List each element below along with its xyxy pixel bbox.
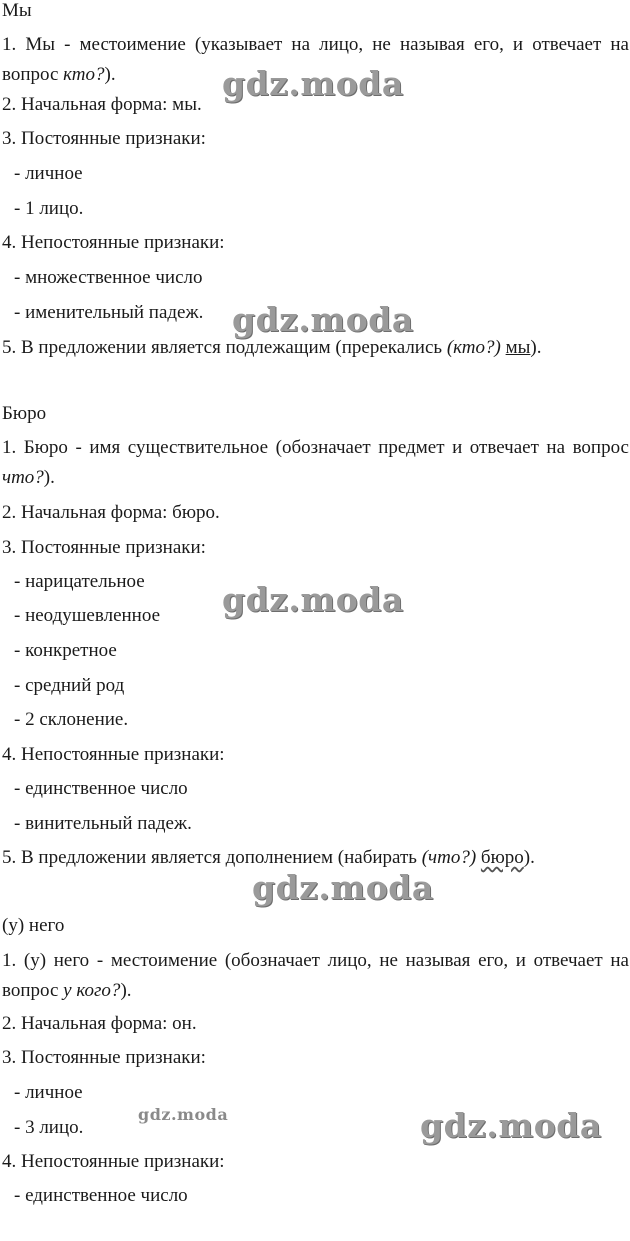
sec2-item-5-question: (что?) — [421, 847, 477, 868]
sec1-item-5-end: ). — [530, 337, 542, 358]
watermark-logo: gdz.moda — [420, 1106, 602, 1145]
sec2-item-5-end: ). — [523, 847, 535, 868]
sec2-var-2: - винительный падеж. — [14, 813, 192, 834]
sec1-item-5-question: (кто?) — [446, 337, 501, 358]
sec1-item-4: 4. Непостоянные признаки: — [2, 232, 225, 253]
sec2-item-1 — [2, 433, 629, 493]
sec2-const-1: - нарицательное — [14, 571, 145, 592]
sec2-var-1: - единственное число — [14, 778, 188, 799]
sec1-item-5-word: мы — [505, 337, 531, 358]
sec1-var-2: - именительный падеж. — [14, 302, 204, 323]
sec2-item-3: 3. Постоянные признаки: — [2, 537, 206, 558]
sec1-const-1: - личное — [14, 163, 83, 184]
sec2-const-2: - неодушевленное — [14, 605, 160, 626]
sec3-item-2: 2. Начальная форма: он. — [2, 1013, 197, 1034]
sec3-question: у кого? — [63, 980, 121, 1001]
section-title-u-nego: (у) него — [2, 915, 65, 936]
sec1-item-2: 2. Начальная форма: мы. — [2, 94, 202, 115]
sec1-const-2: - 1 лицо. — [14, 198, 84, 219]
sec1-item-1-text: 1. Мы - местоимение (указывает на лицо, не называя его, и отвечает на вопрос — [2, 34, 629, 85]
section-title-my: Мы — [2, 0, 32, 21]
sec3-var-1: - единственное число — [14, 1185, 188, 1206]
sec2-item-4: 4. Непостоянные признаки: — [2, 744, 225, 765]
sec2-item-2: 2. Начальная форма: бюро. — [2, 502, 220, 523]
sec2-item-5-word: бюро — [480, 847, 524, 868]
sec1-item-5-text: 5. В предложении является подлежащим (пререкались — [2, 337, 447, 358]
sec3-item-1 — [2, 946, 629, 1006]
sec1-item-3: 3. Постоянные признаки: — [2, 128, 206, 149]
sec1-item-5 — [2, 337, 541, 359]
sec2-question: что? — [2, 467, 44, 488]
sec1-question: кто? — [63, 64, 105, 85]
sec3-item-4: 4. Непостоянные признаки: — [2, 1151, 225, 1172]
watermark-logo: gdz.moda — [232, 300, 414, 339]
sec2-item-1-end: ). — [43, 467, 55, 488]
watermark-logo: gdz.moda — [252, 868, 434, 907]
sec2-const-3: - конкретное — [14, 640, 117, 661]
sec2-const-5: - 2 склонение. — [14, 709, 129, 730]
sec1-var-1: - множественное число — [14, 267, 203, 288]
watermark-logo: gdz.moda — [222, 64, 404, 103]
sec1-item-1-end: ). — [104, 64, 116, 85]
sec2-item-1-text: 1. Бюро - имя существительное (обозначает предмет и отвечает на вопрос — [2, 437, 629, 458]
watermark-logo: gdz.moda — [222, 580, 404, 619]
watermark-logo-small: gdz.moda — [138, 1105, 229, 1124]
sec3-item-1-end: ). — [120, 980, 132, 1001]
sec2-item-5 — [2, 847, 535, 869]
sec3-const-1: - личное — [14, 1082, 83, 1103]
sec2-const-4: - средний род — [14, 675, 125, 696]
sec3-item-1-text: 1. (у) него - местоимение (обозначает лицо, не называя его, и отвечает на вопрос — [2, 950, 629, 1001]
sec3-const-2: - 3 лицо. — [14, 1117, 84, 1138]
section-title-byuro: Бюро — [2, 403, 47, 424]
sec2-item-5-text: 5. В предложении является дополнением (набирать — [2, 847, 422, 868]
sec3-item-3: 3. Постоянные признаки: — [2, 1047, 206, 1068]
